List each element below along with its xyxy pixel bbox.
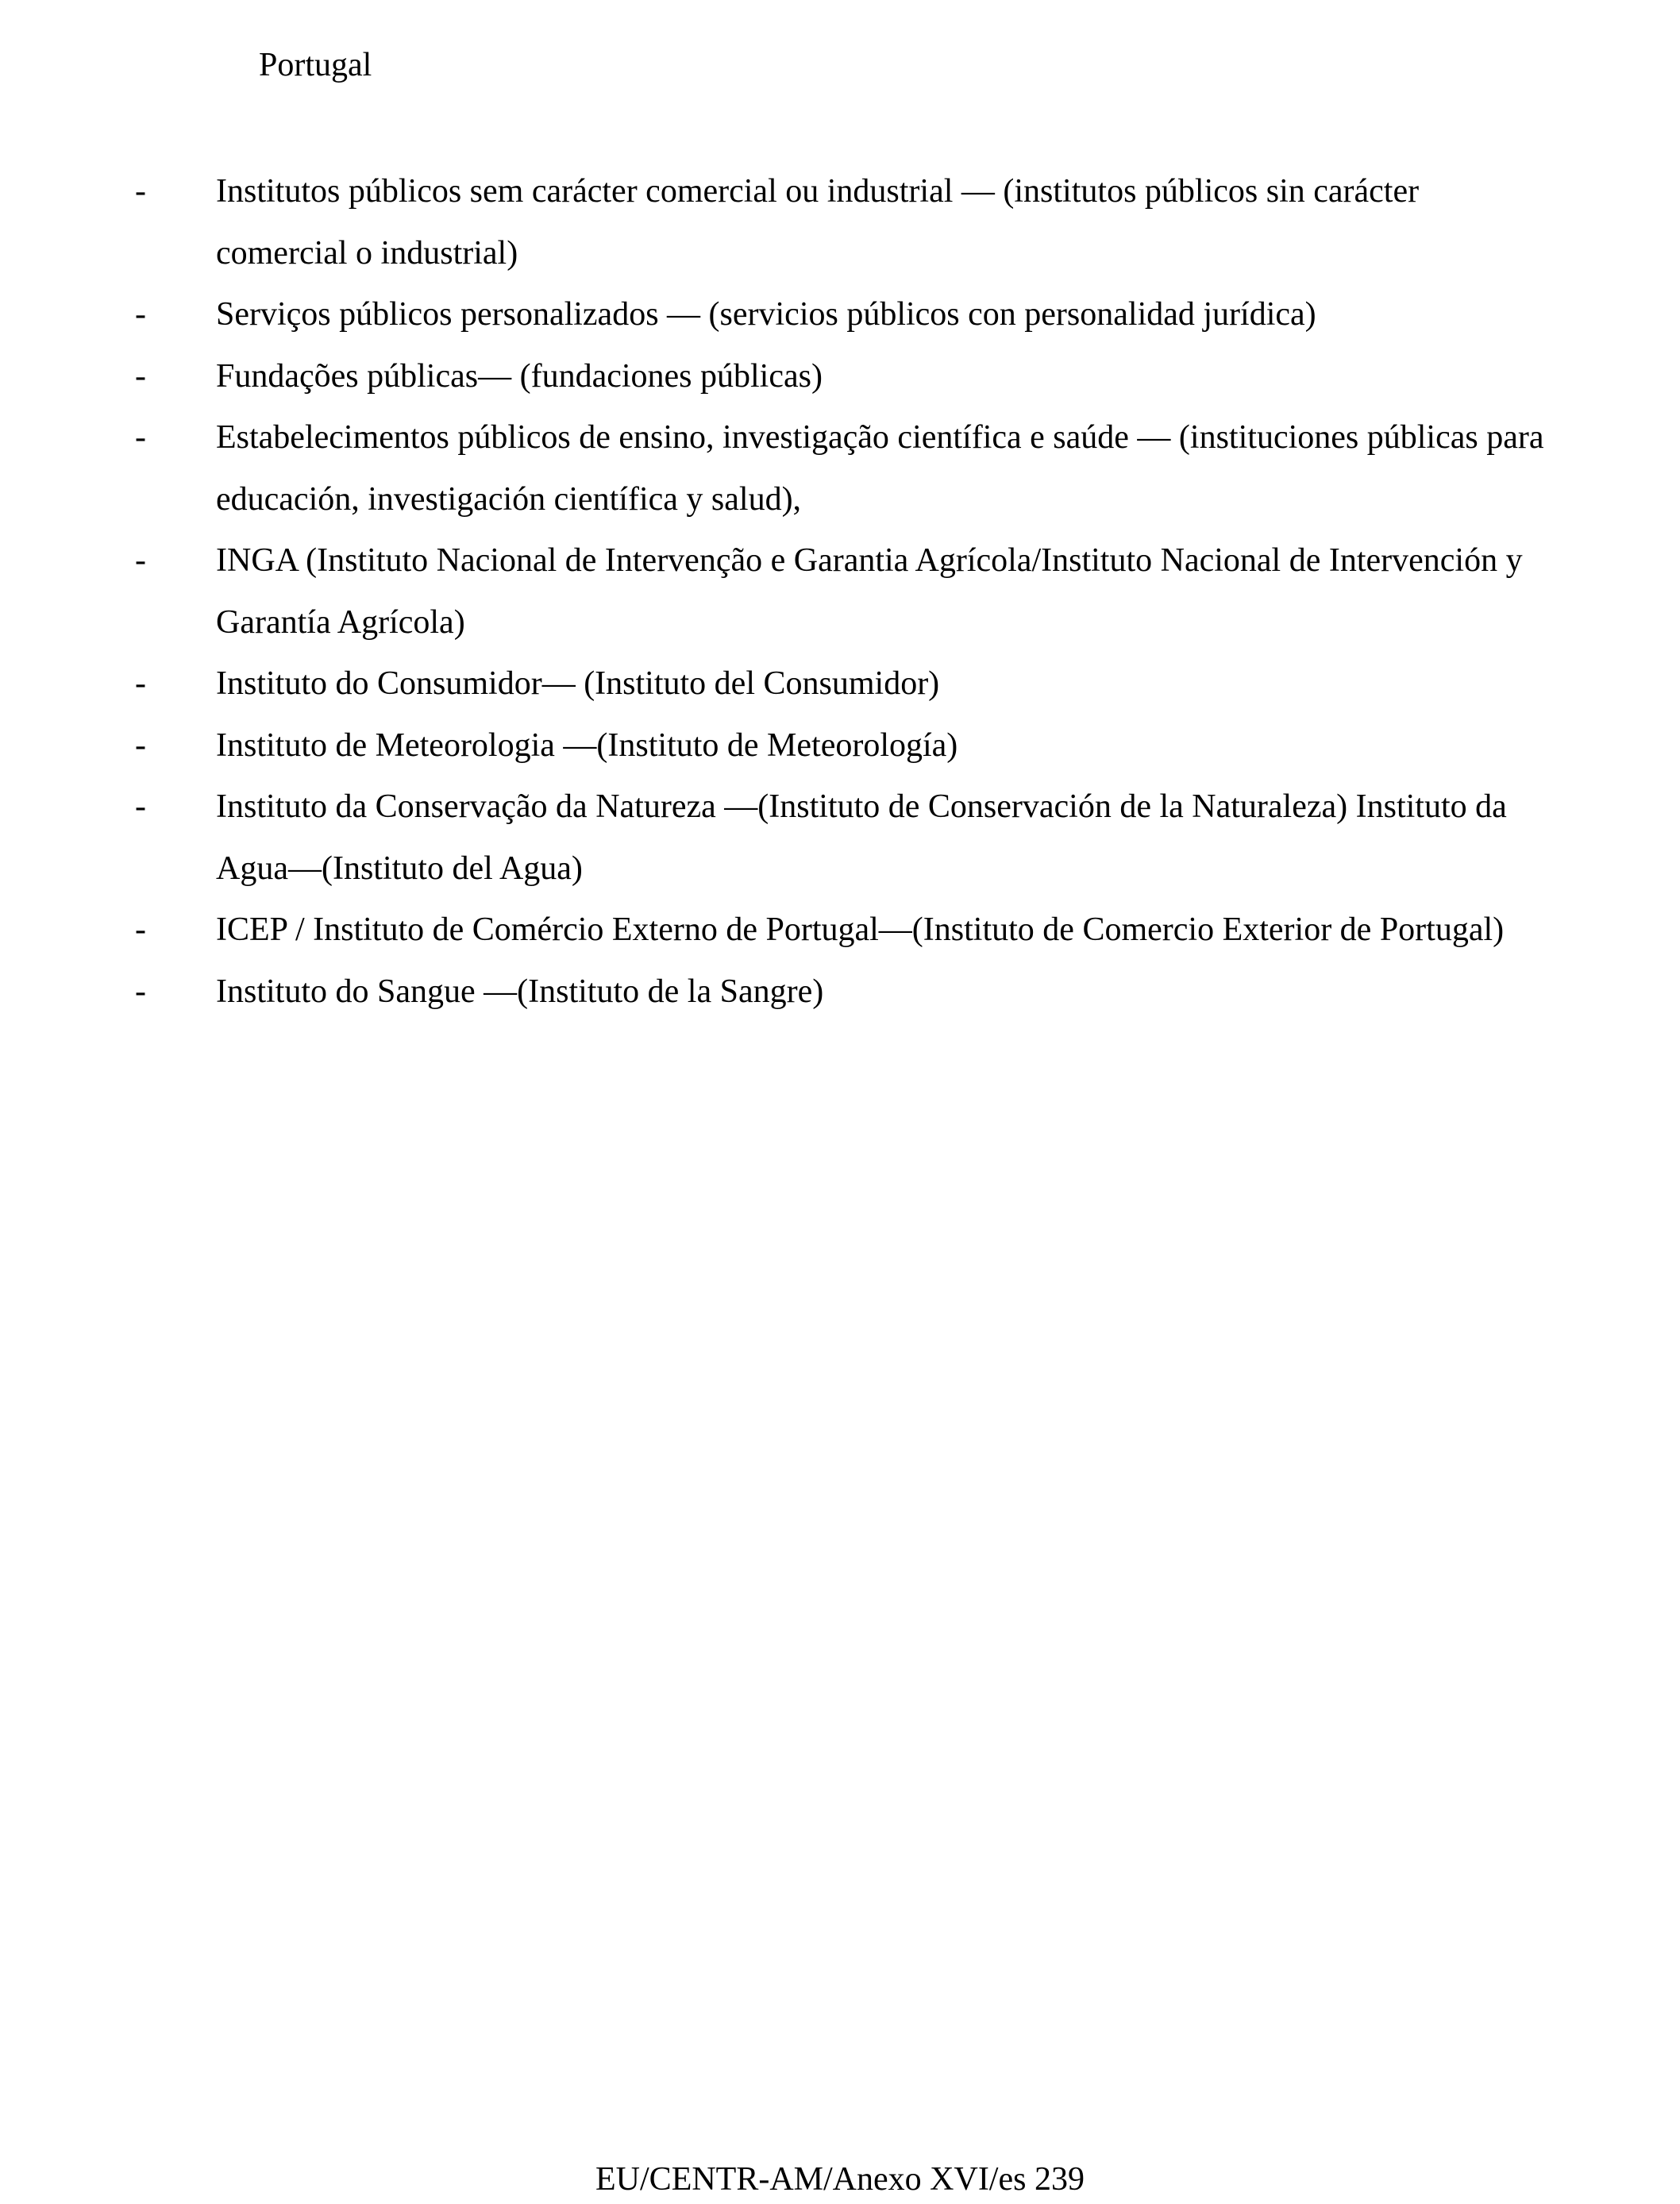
list-item-text: ICEP / Instituto de Comércio Externo de Portugal—(Instituto de Comercio Exterior de Portugal): [216, 911, 1505, 948]
list-item-text: Instituto do Sangue —(Instituto de la Sangre): [216, 973, 824, 1010]
list-dash: -: [135, 296, 146, 333]
list-item: [135, 900, 1556, 961]
list-dash: -: [135, 911, 146, 948]
list-item-text: Institutos públicos sem carácter comercial ou industrial — (institutos públicos sin carácter comercial o industrial): [216, 173, 1420, 272]
list-item-text: Fundações públicas— (fundaciones públicas): [216, 357, 823, 395]
page-footer: EU/CENTR-AM/Anexo XVI/es 239: [595, 2161, 1085, 2198]
list-item: [135, 407, 1556, 530]
list-dash: -: [135, 973, 146, 1010]
list-dash: -: [135, 788, 146, 825]
list-dash: -: [135, 419, 146, 456]
list-item: [135, 284, 1556, 346]
list-dash: -: [135, 357, 146, 395]
section-heading: Portugal: [259, 47, 372, 83]
list-item: [135, 776, 1556, 900]
list-item-text: INGA (Instituto Nacional de Intervenção e Garantia Agrícola/Instituto Nacional de Intervención y Garantía Agrícola): [216, 542, 1523, 641]
list-item-text: Instituto de Meteorologia —(Instituto de Meteorología): [216, 726, 958, 764]
list-item: [135, 346, 1556, 408]
list-item: [135, 530, 1556, 653]
list-dash: -: [135, 173, 146, 210]
list-dash: -: [135, 726, 146, 764]
list-item-text: Instituto do Consumidor— (Instituto del Consumidor): [216, 665, 940, 702]
list-item: [135, 961, 1556, 1023]
list-item-text: Serviços públicos personalizados — (servicios públicos con personalidad jurídica): [216, 296, 1316, 333]
list-dash: -: [135, 665, 146, 702]
institution-list: [135, 161, 1556, 1023]
list-item: [135, 161, 1556, 284]
list-item-text: Instituto da Conservação da Natureza —(Instituto de Conservación de la Naturaleza) Instituto da Agua—(Instituto del Agua): [216, 788, 1507, 887]
list-dash: -: [135, 542, 146, 579]
list-item-text: Estabelecimentos públicos de ensino, investigação científica e saúde — (instituciones públicas para educación, investigación científica y salud),: [216, 419, 1544, 518]
list-item: [135, 653, 1556, 715]
list-item: [135, 715, 1556, 777]
